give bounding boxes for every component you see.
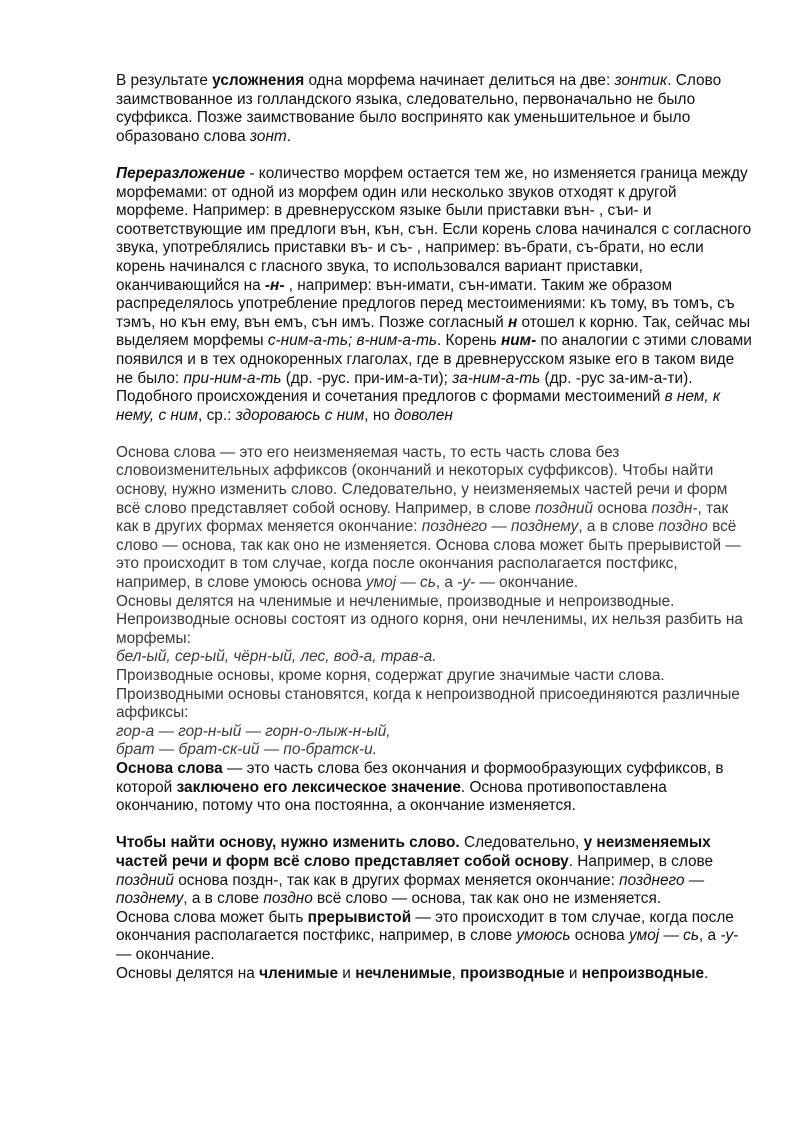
spacer — [116, 425, 752, 444]
example-nonderived: бел-ый, сер-ый, чёрн-ый, лес, вод-а, трав-а. — [116, 648, 437, 666]
paragraph-stem-types: Основы делятся на членимые и нечленимые, производные и непроизводные. Непроизводные основы состоят из одного корня, они нечленимы, их нельзя разбить на морфемы: — [116, 592, 743, 647]
example-derived-2: брат — брат-ск-ий — по-братск-и. — [116, 741, 377, 759]
section-word-stem-gray — [116, 444, 752, 760]
paragraph-derived-stems: Производные основы, кроме корня, содержат другие значимые части слова. Производными основы становятся, когда к непроизводной присоединяются различные аффиксы: — [116, 667, 740, 722]
document-page — [116, 72, 752, 983]
paragraph-redistribution: Переразложение - количество морфем остается тем же, но изменяется граница между морфемами: от одной из морфем один или несколько звуков отходят к другой морфеме. Например: в древнерусском языке были приставки вън- , съи- и соответствующие им предлоги вън, кън, сън. Если корень слова начинался с согласного звука, употреблялись приставки въ- и съ- , например: въ-брати, съ-брати, но если корень начинался с гласного звука, то использовался вариант приставки, оканчивающийся на -н- , например: вън-имати, сън-имати. Таким же образом распределялось употребление предлогов перед местоимениями: къ тому, въ томъ, съ тэмъ, но кън ему, вън емъ, сън имъ. Позже согласный н отошел к корню. Так, сейчас мы выделяем морфемы с-ним-а-ть; в-ним-а-ть. Корень ним- по аналогии с этими словами появился и в тех однокоренных глаголах, где в древнерусском языке его в таком виде не было: при-ним-а-ть (др. -рус. при-им-а-ти); за-ним-а-ть (др. -рус за-им-а-ти). Подобного происхождения и сочетания предлогов с формами местоимений в нем, к нему, с ним, ср.: здороваюсь с ним, но доволен — [116, 164, 752, 424]
paragraph-find-stem: Чтобы найти основу, нужно изменить слово. Следовательно, у неизменяемых частей речи и форм всё слово представляет собой основу. Например, в слове поздний основа поздн-, так как в других формах меняется окончание: позднего — позднему, а в слове поздно всё слово — основа, так как оно не изменяется. — [116, 834, 714, 908]
paragraph-stem-meaning: Основа слова — это часть слова без окончания и формообразующих суффиксов, в которой заключено его лексическое значение. Основа противопоставлена окончанию, потому что она постоянна, а окончание изменяется. — [116, 759, 724, 815]
paragraph-discontinuous-stem: Основа слова может быть прерывистой — это происходит в том случае, когда после окончания располагается постфикс, например, в слове умоюсь основа умој — сь, а -у- — окончание. — [116, 908, 739, 963]
example-derived-1: гор-а — гор-н-ый — горн-о-лыж-н-ый, — [116, 722, 391, 740]
paragraph-stem-classification: Основы делятся на членимые и нечленимые, производные и непроизводные. — [116, 964, 709, 982]
paragraph-complication: В результате усложнения одна морфема начинает делиться на две: зонтик. Слово заимствованное из голландского языка, следовательно, первоначально не было суффикса. Позже заимствование было воспринято как уменьшительное и было образовано слова зонт. — [116, 72, 722, 145]
spacer — [116, 816, 752, 835]
spacer — [116, 146, 752, 165]
paragraph-stem-definition: Основа слова — это его неизменяемая часть, то есть часть слова без словоизменительных аффиксов (окончаний и некоторых суффиксов). Чтобы найти основу, нужно изменить слово. Следовательно, у неизменяемых частей речи и форм всё слово представляет собой основу. Например, в слове поздний основа поздн-, так как в других формах меняется окончание: позднего — позднему, а в слове поздно всё слово — основа, так как оно не изменяется. Основа слова может быть прерывистой — это происходит в том случае, когда после окончания располагается постфикс, например, в слове умоюсь основа умој — сь, а -у- — окончание. — [116, 443, 741, 592]
